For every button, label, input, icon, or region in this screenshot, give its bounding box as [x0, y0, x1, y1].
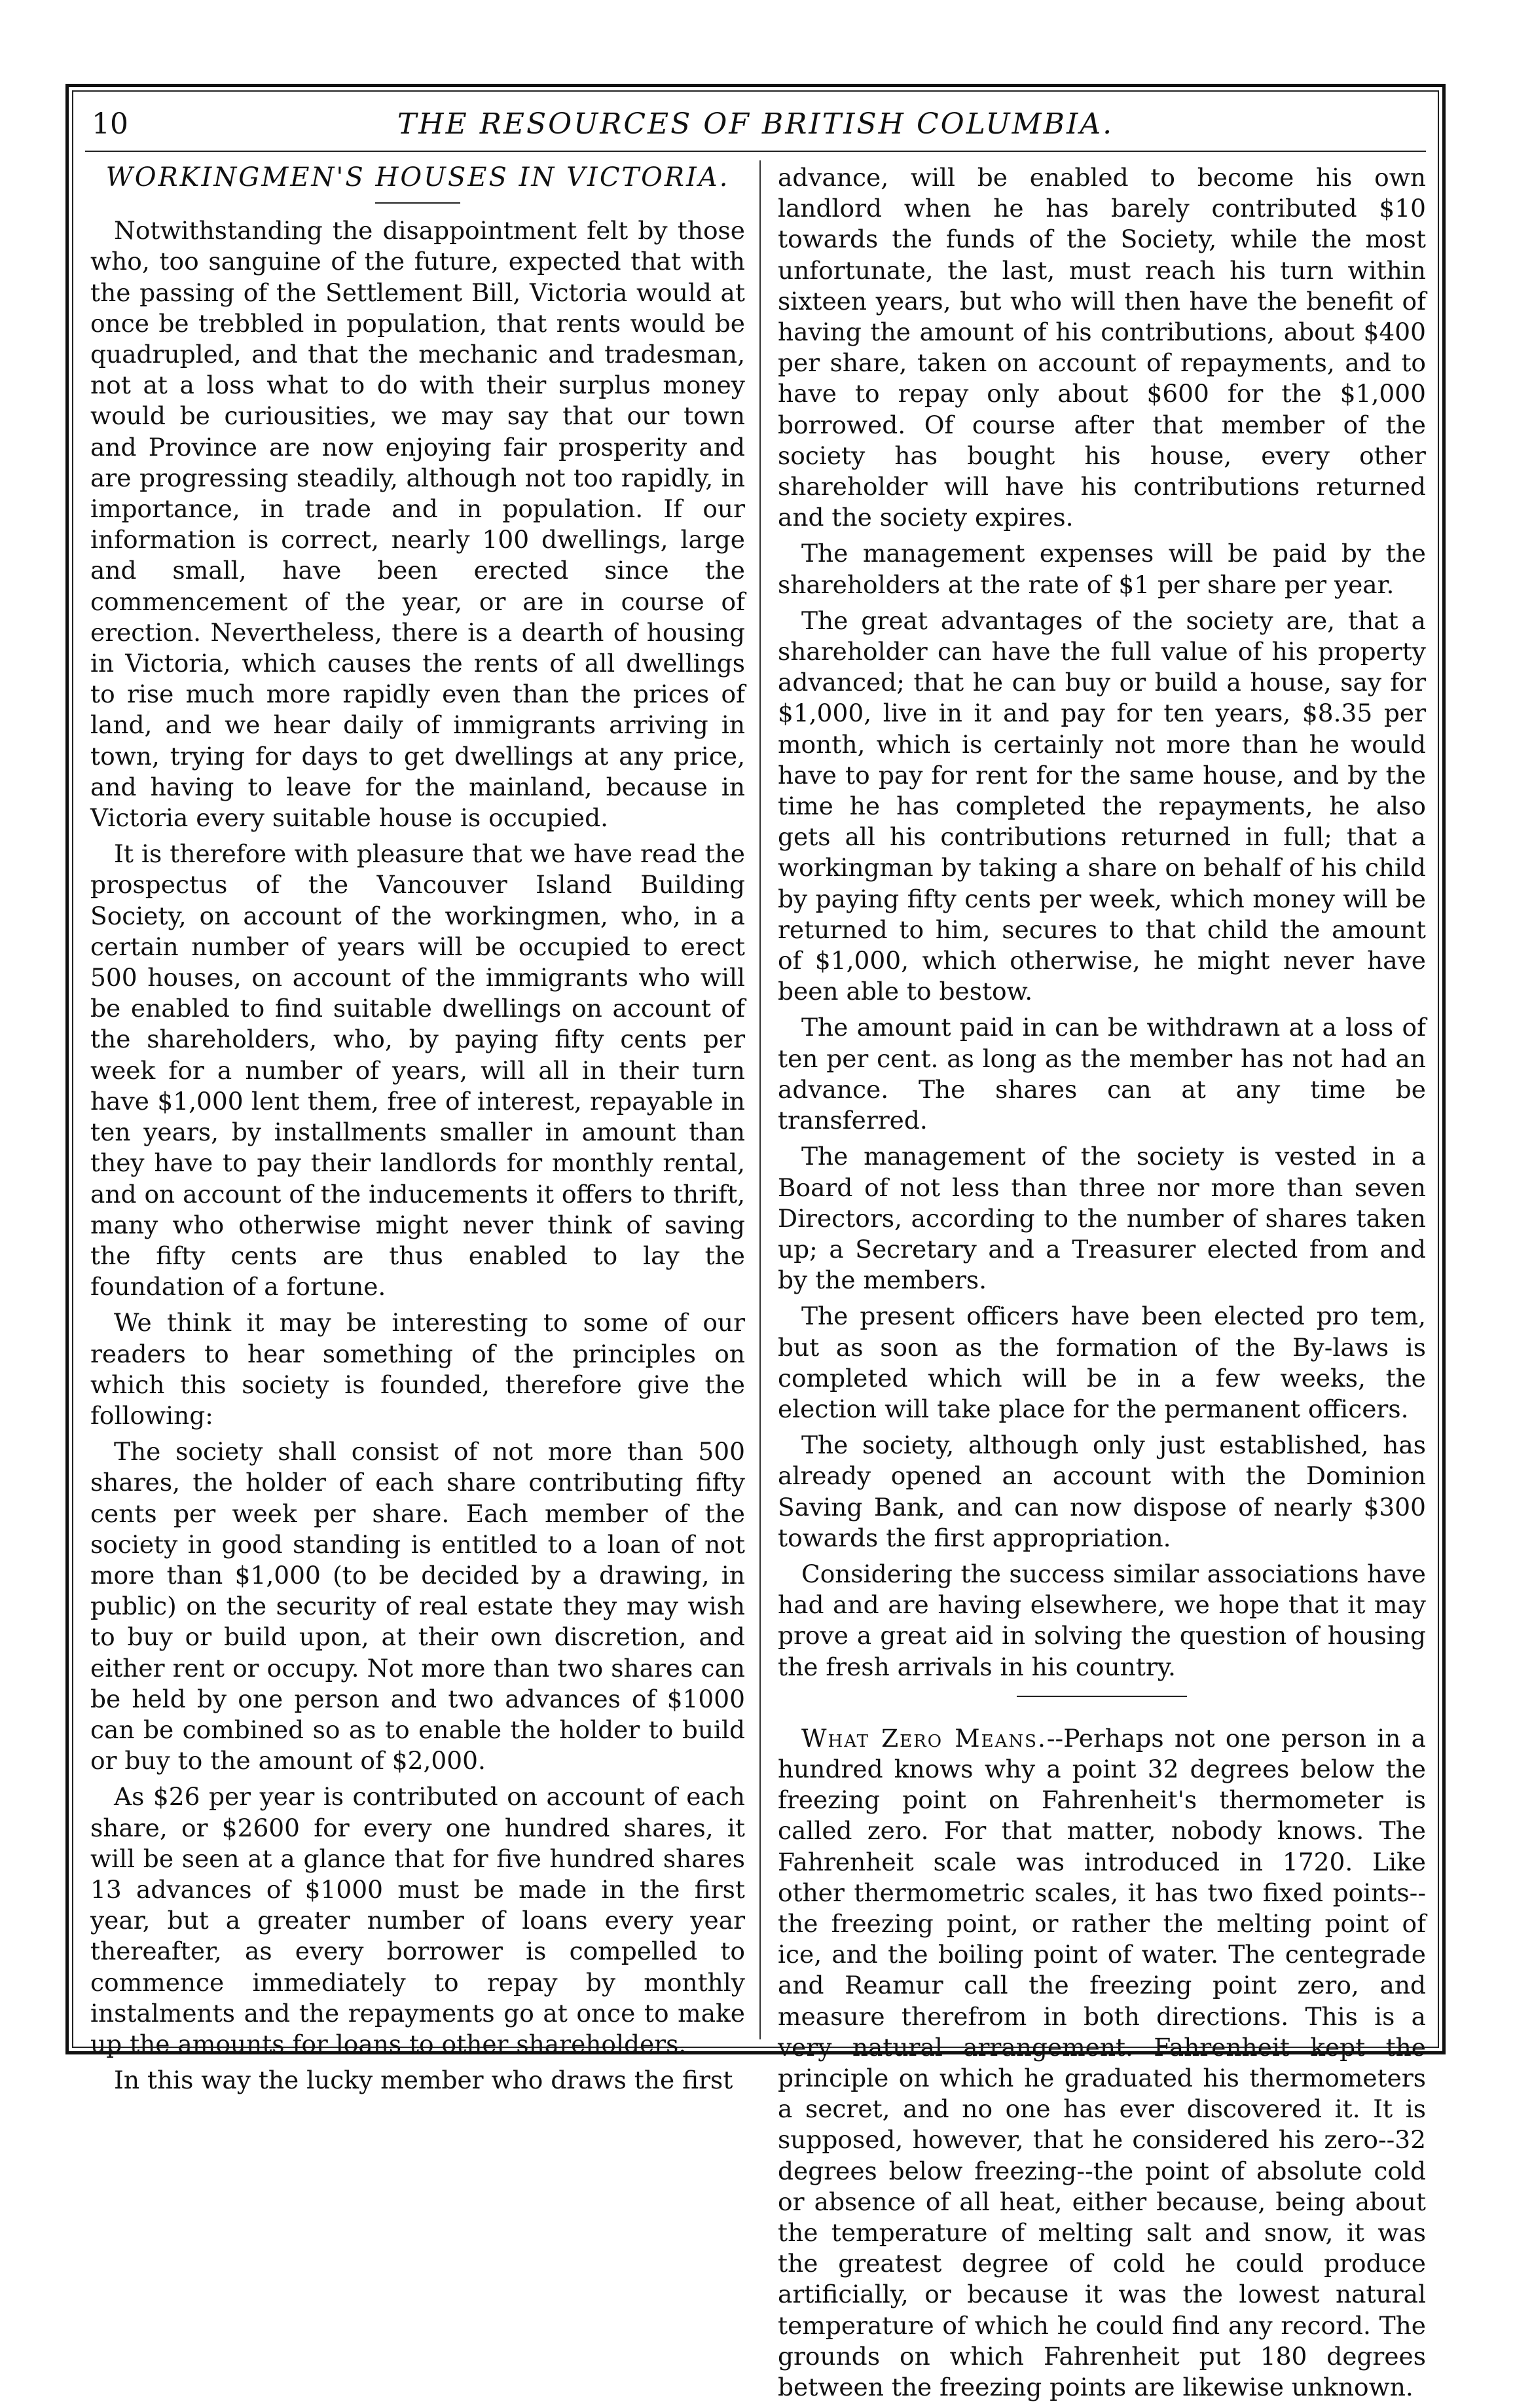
page-number: 10	[92, 107, 128, 141]
paragraph: As $26 per year is contributed on account of each share, or $2600 for every one hundred shares, it will be seen at a glance that for five hundred shares 13 advances of $1000 must be made in the first year, but a greater number of loans every year thereafter, as every borrower is compelled to commence immediately to repay by monthly instalments and the repayments go at once to make up the amounts for loans to other shareholders.	[90, 1782, 745, 2058]
page-header	[85, 103, 1426, 149]
paragraph: Notwithstanding the disappointment felt by those who, too sanguine of the future, expected that with the passing of the Settlement Bill, Victoria would at once be trebbled in population, that rents would be quadrupled, and that the mechanic and tradesman, not at a loss what to do with their surplus money would be curiousities, we may say that our town and Province are now enjoying fair prosperity and are progressing steadily, although not too rapidly, in importance, in trade and in population. If our information is correct, nearly 100 dwellings, large and small, have been erected since the commencement of the year, or are in course of erection. Nevertheless, there is a dearth of housing in Victoria, which causes the rents of all dwellings to rise much more rapidly even than the prices of land, and we hear daily of immigrants arriving in town, trying for days to get dwellings at any price, and having to leave for the mainland, because in Victoria every suitable house is occupied.	[90, 216, 745, 833]
paragraph: The amount paid in can be withdrawn at a loss of ten per cent. as long as the member has not had an advance. The shares can at any time be transferred.	[778, 1013, 1426, 1135]
column-divider	[759, 160, 761, 2039]
paragraph: advance, will be enabled to become his own landlord when he has barely contributed $10 towards the funds of the Society, while the most unfortunate, the last, must reach his turn within sixteen years, but who will then have the benefit of having the amount of his contributions, about $400 per share, taken on account of repayments, and to have to repay only about $600 for the $1,000 borrowed. Of course after that member of the society has bought his house, every other shareholder will have his contributions returned and the society expires.	[778, 163, 1426, 532]
left-column	[90, 162, 745, 2101]
section-rule	[1017, 1696, 1187, 1697]
paragraph: The present officers have been elected pro tem, but as soon as the formation of the By-laws is completed which will be in a few weeks, the election will take place for the permanent officers.	[778, 1302, 1426, 1423]
paragraph: The management expenses will be paid by the shareholders at the rate of $1 per share per year.	[778, 539, 1426, 599]
paragraph: The great advantages of the society are, that a shareholder can have the full value of his property advanced; that he can buy or build a house, say for $1,000, live in it and pay for ten years, $8.35 per month, which is certainly not more than he would have to pay for rent for the same house, and by the time he has completed the repayments, he also gets all his contributions returned in full; that a workingman by taking a share on behalf of his child by paying fifty cents per week, which money will be returned to him, secures to that child the amount of $1,000, which otherwise, he might never have been able to bestow.	[778, 606, 1426, 1006]
article-lead: What Zero Means.	[801, 1723, 1047, 1753]
paragraph: The management of the society is vested in a Board of not less than three nor more than seven Directors, according to the number of shares taken up; a Secretary and a Treasurer elected from and by the members.	[778, 1142, 1426, 1295]
paragraph: The society, although only just established, has already opened an account with the Dominion Saving Bank, and can now dispose of nearly $300 towards the first appropriation.	[778, 1431, 1426, 1552]
title-rule	[375, 202, 460, 204]
paragraph: In this way the lucky member who draws the first	[114, 2066, 733, 2095]
paragraph: Considering the success similar associations have had and are having elsewhere, we hope that it may prove a great aid in solving the question of housing the fresh arrivals in his country.	[778, 1559, 1426, 1681]
paragraph: We think it may be interesting to some of our readers to hear something of the principles on which this society is founded, therefore give the following:	[90, 1308, 745, 1430]
paragraph	[778, 1723, 1426, 2403]
article-title: WORKINGMEN'S HOUSES IN VICTORIA.	[105, 162, 730, 192]
right-column	[778, 162, 1426, 2408]
header-rule	[85, 151, 1426, 152]
paragraph: The society shall consist of not more than 500 shares, the holder of each share contributing fifty cents per week per share. Each member of the society in good standing is entitled to a loan of not more than $1,000 (to be decided by a drawing, in public) on the security of real estate they may wish to buy or build upon, at their own discretion, and either rent or occupy. Not more than two shares can be held by one person and two advances of $1000 can be combined so as to enable the holder to build or buy to the amount of $2,000.	[90, 1437, 745, 1776]
article-body: --Perhaps not one person in a hundred knows why a point 32 degrees below the freezing point on Fahrenheit's thermometer is called zero. For that matter, nobody knows. The Fahrenheit scale was introduced in 1720. Like other thermometric scales, it has two fixed points--the freezing point, or rather the melting point of ice, and the boiling point of water. The centegrade and Reamur call the freezing point zero, and measure therefrom in both directions. This is a very natural arrangement. Fahrenheit kept the principle on which he graduated his thermometers a secret, and no one has ever discovered it. It is supposed, however, that he considered his zero--32 degrees below freezing--the point of absolute cold or absence of all heat, either because, being about the temperature of melting salt and snow, it was the greatest degree of cold he could produce artificially, or because it was the lowest natural temperature of which he could find any record. The grounds on which Fahrenheit put 180 degrees between the freezing points are likewise unknown.	[778, 1723, 1426, 2402]
running-title: THE RESOURCES OF BRITISH COLUMBIA.	[397, 107, 1114, 141]
paragraph: It is therefore with pleasure that we have read the prospectus of the Vancouver Island Building Society, on account of the workingmen, who, in a certain number of years will be occupied to erect 500 houses, on account of the immigrants who will be enabled to find suitable dwellings on account of the shareholders, who, by paying fifty cents per week for a number of years, will all in their turn have $1,000 lent them, free of interest, repayable in ten years, by installments smaller in amount than they have to pay their landlords for monthly rental, and on account of the inducements it offers to thrift, many who otherwise might never think of saving the fifty cents are thus enabled to lay the foundation of a fortune.	[90, 839, 745, 1302]
